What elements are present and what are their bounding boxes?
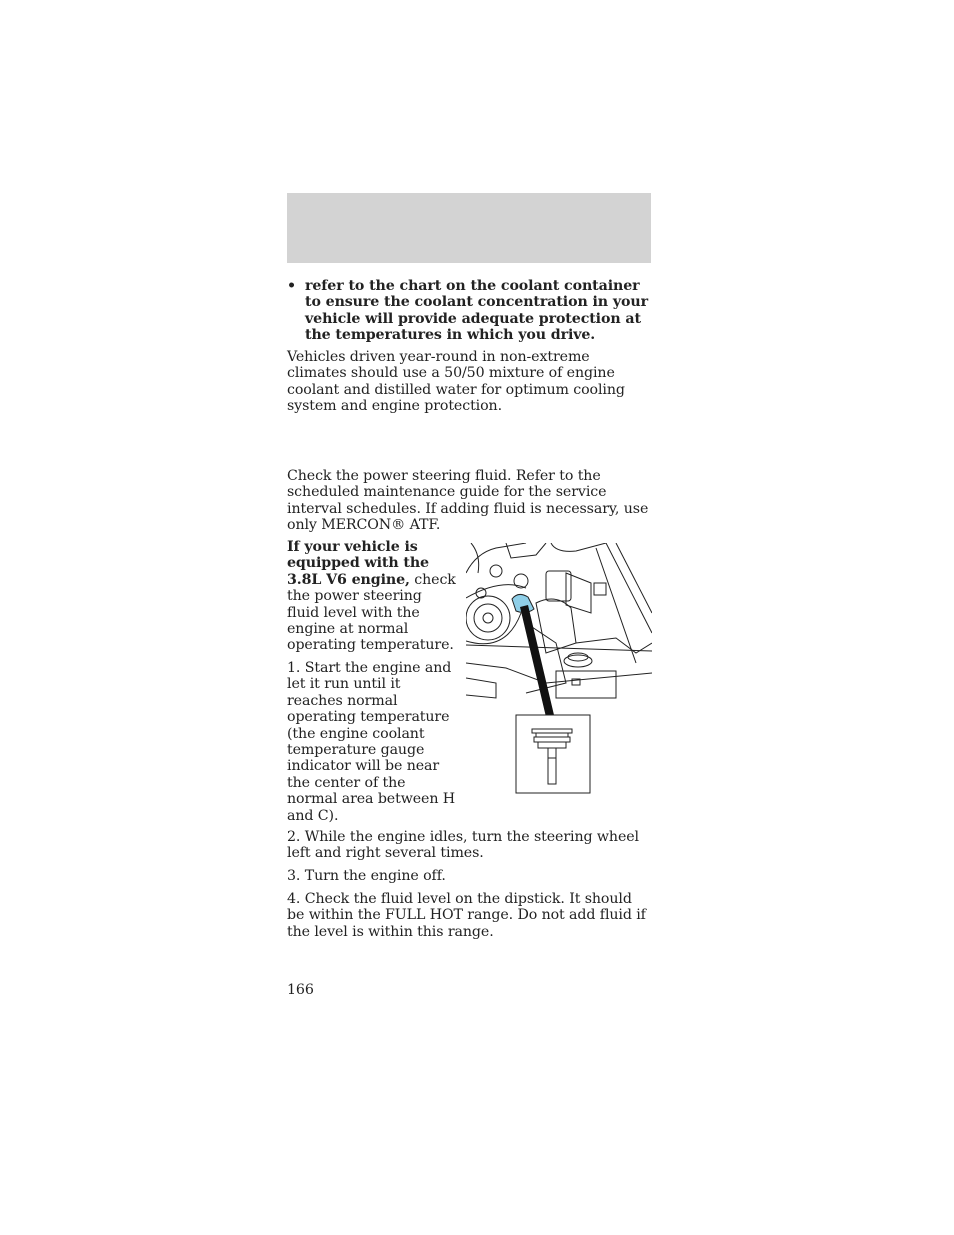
page-number: 166: [287, 982, 314, 998]
step-1-paragraph: 1. Start the engine and let it run until it reaches normal operating temperature (the engine coolant temperature gauge indicator will be near the center of the normal area between H and C).: [287, 660, 456, 824]
v6-rest-text: check the power steering fluid level with the engine at normal operating temperature.: [287, 571, 456, 654]
section-header-band: [287, 193, 651, 263]
bullet-symbol: •: [287, 278, 296, 294]
engine-dipstick-icon: [466, 543, 652, 795]
step-3-paragraph: 3. Turn the engine off.: [287, 868, 446, 884]
engine-dipstick-illustration: [466, 543, 652, 795]
bullet-item: [287, 278, 651, 344]
step-4-paragraph: 4. Check the fluid level on the dipstick. It should be within the FULL HOT range. Do not add fluid if the level is within this range.: [287, 891, 646, 940]
steering-intro-paragraph: Check the power steering fluid. Refer to the scheduled maintenance guide for the service interval schedules. If adding fluid is necessary, use only MERCON® ATF.: [287, 468, 649, 534]
v6-bold-text: If your vehicle is equipped with the 3.8L V6 engine,: [287, 539, 429, 588]
bullet-text: refer to the chart on the coolant container to ensure the coolant concentration in your vehicle will provide adequate protection at the temperatures in which you drive.: [305, 278, 648, 344]
step-2-paragraph: 2. While the engine idles, turn the steering wheel left and right several times.: [287, 829, 639, 862]
v6-paragraph: [287, 539, 457, 654]
climate-paragraph: Vehicles driven year-round in non-extreme climates should use a 50/50 mixture of engine coolant and distilled water for optimum cooling system and engine protection.: [287, 349, 625, 415]
